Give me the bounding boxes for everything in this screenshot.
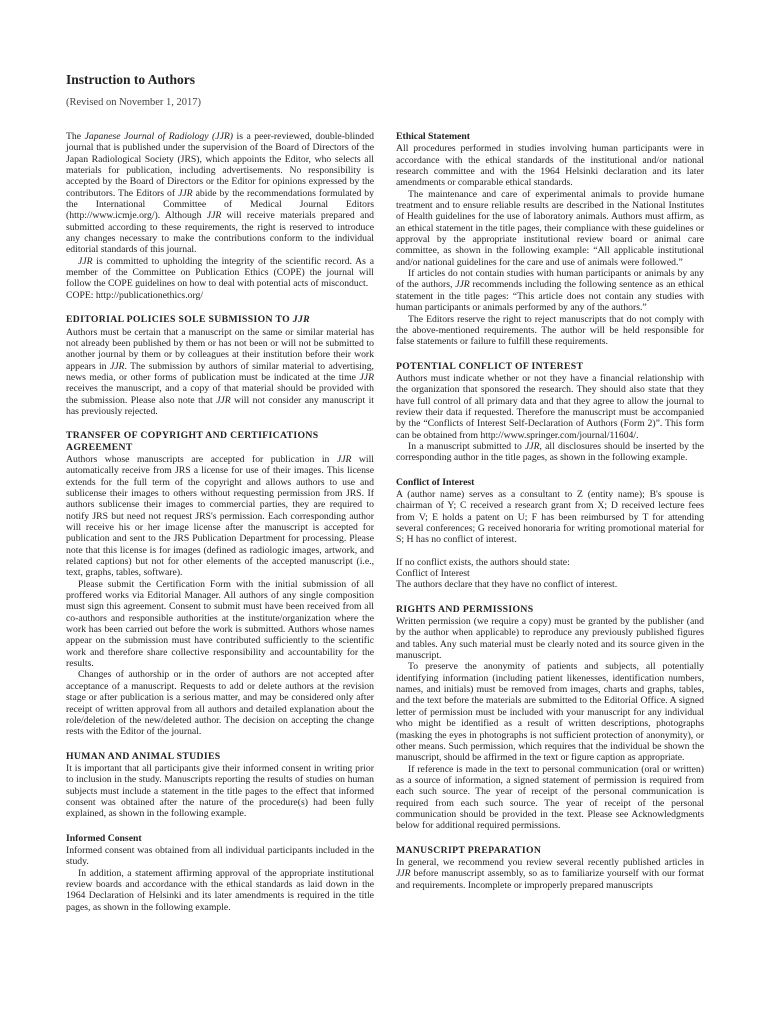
informed-consent-text: Informed consent was obtained from all individual participants included in the study.: [66, 844, 374, 868]
conflict-example-text: A (author name) serves as a consultant to Z (entity name); B's spouse is chairman of Y; C received a research grant from X; D received lecture fees from V; E holds a patent on U; F has been reimbursed by T for attending several conferences; G received honoraria for writing promotional material for S; H has no conflict of interest.: [396, 488, 704, 546]
conflict-example-heading: Conflict of Interest: [396, 476, 475, 488]
manuscript-heading: MANUSCRIPT PREPARATION: [396, 844, 542, 856]
anonymity-paragraph: To preserve the anonymity of patients and subjects, all potentially identifying information (including patient likenesses, identification numbers, names, and initials) must be removed from images, charts and graphs, tables, and the text before the materials are submitted to the Editorial Office. A signed letter of permission must be included with your manuscript for any individual who might be identified as a result of written descriptions, photographs (masking the eyes in photographs is not sufficient protection of anonymity), or other means. Such permission, which requires that the individual be shown the manuscript, should be affirmed in the text or figure caption as appropriate.: [396, 661, 704, 764]
conflict-heading: POTENTIAL CONFLICT OF INTEREST: [396, 360, 584, 372]
left-column: [66, 131, 374, 913]
authorship-paragraph: Changes of authorship or in the order of authors are not accepted after acceptance of a manuscript. Requests to add or delete authors at the revision stage or after publication is a serious matter, and may be considered only after receipt of written approval from all authors and detailed explanation about the role/deletion of the new/deleted author. The decision on accepting the change rests with the Editor of the journal.: [66, 669, 374, 738]
cope-link[interactable]: COPE: http://publicationethics.org/: [66, 289, 204, 301]
personal-communication-paragraph: If reference is made in the text to personal communication (oral or written) as a source of information, a signed statement of permission is required from each such source. The year of receipt of the personal communication is required from each such source. The year of receipt of the personal communication should be provided in the text. Please see Acknowledgments below for additional required permissions.: [396, 763, 704, 832]
revision-date: (Revised on November 1, 2017): [66, 97, 202, 108]
rights-heading: RIGHTS AND PERMISSIONS: [396, 603, 534, 615]
no-conflict-intro: If no conflict exists, the authors should state:: [396, 556, 570, 568]
editorial-paragraph: Authors must be certain that a manuscript on the same or similar material has not already been published by them or has not been or will not be submitted to another journal by them or by colleagues at their institution before their work appears in JJR. The submission by authors of similar material to advertising, news media, or other forms of publication must be indicated at the time JJR receives the manuscript, and a copy of that material should be provided with the submission. Please also note that JJR will not consider any manuscript it has previously rejected.: [66, 326, 375, 417]
no-conflict-heading: Conflict of Interest: [396, 568, 470, 580]
right-column: [396, 131, 704, 891]
review-board-paragraph: In addition, a statement affirming approval of the appropriate institutional review boards and accordance with the ethical standards as laid down in the 1964 Declaration of Helsinki and its later amendments is required in the title pages, as shown in the following example.: [66, 867, 374, 913]
human-animal-heading: HUMAN AND ANIMAL STUDIES: [66, 750, 221, 762]
rights-paragraph: Written permission (we require a copy) must be granted by the publisher (and by the author when applicable) to reproduce any previously published figures and tables. Any such material must be clearly noted and its source given in the manuscript.: [396, 616, 704, 662]
reject-paragraph: The Editors reserve the right to reject manuscripts that do not comply with the above-mentioned requirements. The author will be held responsible for false statements or failure to fulfill these requirements.: [396, 313, 704, 348]
page-title: Instruction to Authors: [66, 72, 196, 87]
copyright-paragraph: Authors whose manuscripts are accepted for publication in JJR will automatically receive from JRS a license for use of their images. This license extends for the full term of the copyright and allows authors to use and sublicense their images to others without requesting permission from JRS. If authors sublicense their images to commercial parties, they are required to notify JRS but need not request JRS's permission. Each corresponding author will receive his or her image license after the manuscript is accepted for publication and sent to the JRS Publication Department for processing. Please note that this license is for images (defined as radiologic images, artwork, and related captions) but not for other elements of the accepted manuscript (i.e., text, graphs, tables, software).: [66, 453, 374, 579]
animal-care-paragraph: The maintenance and care of experimental animals to provide humane treatment and to ensure reliable results are described in the National Institutes of Health guidelines for the use of laboratory animals. Authors must affirm, as an ethical statement in the title pages, their compliance with these guidelines or approval by the appropriate institutional review board or animal care committee, as shown in the following example: “All applicable institutional and/or national guidelines for the care and use of animals were followed.”: [396, 188, 704, 268]
no-conflict-text: The authors declare that they have no conflict of interest.: [396, 579, 618, 591]
cope-paragraph: JJR is committed to upholding the integrity of the scientific record. As a member of the Committee on Publication Ethics (COPE) the journal will follow the COPE guidelines on how to deal with potential acts of misconduct.: [66, 255, 374, 290]
copyright-heading: TRANSFER OF COPYRIGHT AND CERTIFICATIONS AGREEMENT: [66, 430, 319, 453]
editorial-heading: EDITORIAL POLICIES SOLE SUBMISSION TO JJR: [66, 314, 310, 326]
manuscript-paragraph: In general, we recommend you review several recently published articles in JJR before manuscript assembly, so as to familiarize yourself with our format and requirements. Incomplete or improperly prepared manuscripts: [396, 856, 704, 891]
intro-paragraph: The Japanese Journal of Radiology (JJR) is a peer-reviewed, double-blinded journal that is published under the supervision of the Board of Directors of the Japan Radiological Society (JRS), which appoints the Editor, who selects all materials for publication, including advertisements. No responsibility is accepted by the Board of Directors or the Editor for opinions expressed by the contributors. The Editors of JJR abide by the recommendations formulated by the International Committee of Medical Journal Editors (http://www.icmje.org/). Although JJR will receive materials prepared and submitted according to these requirements, the right is reserved to introduce any changes necessary to make the contributions conform to the individual editorial standards of this journal.: [66, 131, 375, 256]
conflict-paragraph: Authors must indicate whether or not they have a financial relationship with the organization that sponsored the research. They should also state that they have full control of all primary data and that they agree to allow the journal to review their data if requested. Therefore the manuscript must be accompanied by the “Conflicts of Interest Self-Declaration of Authors (Form 2)”. This form can be obtained from http://www.springer.com/journal/11604/.: [396, 372, 704, 441]
disclosure-paragraph: In a manuscript submitted to JJR, all disclosures should be inserted by the corresponding author in the title pages, as shown in the following example.: [396, 440, 704, 464]
informed-consent-heading: Informed Consent: [66, 832, 142, 844]
human-animal-paragraph: It is important that all participants give their informed consent in writing prior to inclusion in the study. Manuscripts reporting the results of studies on human subjects must include a statement in the title pages to the effect that informed consent was obtained after the nature of the procedure(s) had been fully explained, as shown in the following example.: [66, 762, 374, 820]
ethical-heading: Ethical Statement: [396, 131, 470, 142]
certification-paragraph: Please submit the Certification Form with the initial submission of all proffered works via Editorial Manager. All authors of any single composition must sign this agreement. Consent to submit must have been received from all co-authors and responsible authorities at the institute/organization where the work has been carried out before the work is submitted. Authors whose names appear on the submission must have contributed sufficiently to the scientific work and therefore share collective responsibility and accountability for the results.: [66, 578, 374, 670]
ethical-paragraph: All procedures performed in studies involving human participants were in accordance with the ethical standards of the institutional and/or national research committee and with the 1964 Helsinki declaration and its later amendments or comparable ethical standards.: [396, 143, 704, 189]
no-studies-paragraph: If articles do not contain studies with human participants or animals by any of the authors, JJR recommends including the following sentence as an ethical statement in the title pages: “This article does not contain any studies with human participants or animals performed by any of the authors.”: [396, 268, 704, 314]
